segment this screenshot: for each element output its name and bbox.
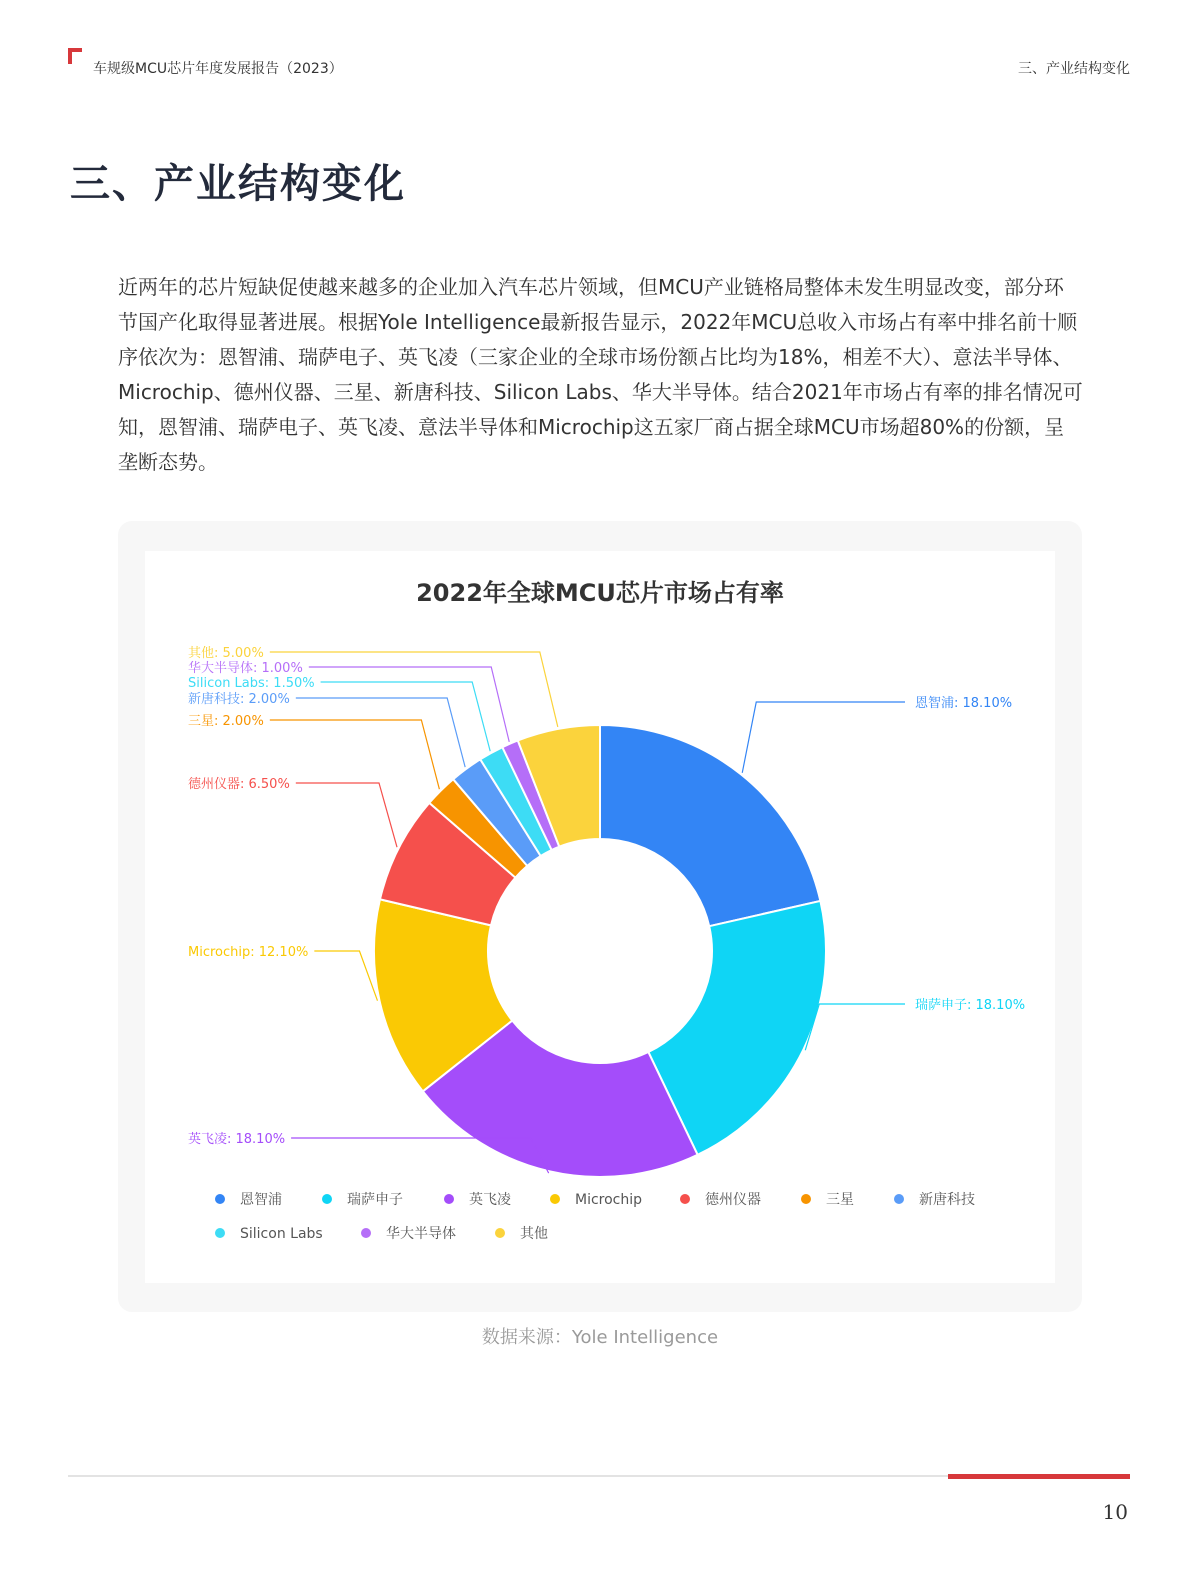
slice-label-9: 其他: 5.00% <box>188 646 264 661</box>
legend-item-5[interactable]: 三星 <box>826 1192 854 1208</box>
slice-label-7: Silicon Labs: 1.50% <box>188 676 315 691</box>
legend-item-9[interactable]: 其他 <box>520 1226 548 1242</box>
chart-card <box>145 551 1055 1283</box>
legend-item-8[interactable]: 华大半导体 <box>386 1226 456 1242</box>
chart-panel <box>118 521 1082 1312</box>
slice-label-0: 恩智浦: 18.10% <box>915 696 1013 711</box>
page-number: 10 <box>1102 1500 1128 1524</box>
legend-item-0[interactable]: 恩智浦 <box>240 1192 282 1208</box>
slice-label-2: 英飞凌: 18.10% <box>188 1132 286 1147</box>
legend-swatch-5 <box>801 1194 811 1204</box>
body-paragraph: 近两年的芯片短缺促使越来越多的企业加入汽车芯片领域，但MCU产业链格局整体未发生明显改变，部分环节国产化取得显著进展。根据Yole Intelligence最新报告显示，2022年MCU总收入市场占有率中排名前十顺序依次为：恩智浦、瑞萨电子、英飞凌（三家企业的全球市场份额占比均为18%，相差不大）、意法半导体、Microchip、德州仪器、三星、新唐科技、Silicon Labs、华大半导体。结合2021年市场占有率的排名情况可知，恩智浦、瑞萨电子、英飞凌、意法半导体和Microchip这五家厂商占据全球MCU市场超80%的份额，呈垄断态势。 <box>118 275 1083 474</box>
footer-accent-bar <box>948 1474 1130 1479</box>
slice-label-5: 三星: 2.00% <box>188 714 264 729</box>
chart-title: 2022年全球MCU芯片市场占有率 <box>416 579 784 607</box>
legend-swatch-8 <box>361 1228 371 1238</box>
leader-line-0 <box>742 702 905 773</box>
legend-item-2[interactable]: 英飞凌 <box>469 1192 511 1208</box>
leader-line-3 <box>314 951 377 1001</box>
leader-line-5 <box>270 720 440 789</box>
legend-swatch-9 <box>495 1228 505 1238</box>
legend-swatch-2 <box>444 1194 454 1204</box>
slice-label-8: 华大半导体: 1.00% <box>188 661 303 676</box>
header-corner-mark <box>68 48 82 64</box>
legend-swatch-4 <box>680 1194 690 1204</box>
slice-label-1: 瑞萨申子: 18.10% <box>915 998 1026 1013</box>
legend-item-7[interactable]: Silicon Labs <box>240 1226 323 1242</box>
legend-swatch-6 <box>894 1194 904 1204</box>
slice-label-3: Microchip: 12.10% <box>188 945 309 960</box>
legend-item-4[interactable]: 德州仪器 <box>705 1192 761 1208</box>
slice-label-6: 新唐科技: 2.00% <box>188 692 290 707</box>
legend-swatch-1 <box>322 1194 332 1204</box>
leader-line-4 <box>296 783 397 847</box>
legend-swatch-3 <box>550 1194 560 1204</box>
leader-line-6 <box>296 698 465 767</box>
legend-item-6[interactable]: 新唐科技 <box>919 1192 975 1208</box>
section-heading: 三、产业结构变化 <box>70 161 406 207</box>
leader-line-1 <box>805 1004 905 1050</box>
donut-slice-0 <box>600 725 820 926</box>
leader-line-8 <box>309 667 509 742</box>
leader-line-7 <box>321 682 491 751</box>
donut-chart <box>145 551 1055 1283</box>
chapter-title: 三、产业结构变化 <box>1018 61 1130 77</box>
slice-label-4: 德州仪器: 6.50% <box>188 777 290 792</box>
legend-swatch-0 <box>215 1194 225 1204</box>
legend-item-3[interactable]: Microchip <box>575 1192 643 1208</box>
data-source: 数据来源：Yole Intelligence <box>481 1327 719 1348</box>
report-title: 车规级MCU芯片年度发展报告（2023） <box>93 61 343 77</box>
legend-swatch-7 <box>215 1228 225 1238</box>
legend-item-1[interactable]: 瑞萨申子 <box>347 1192 403 1208</box>
